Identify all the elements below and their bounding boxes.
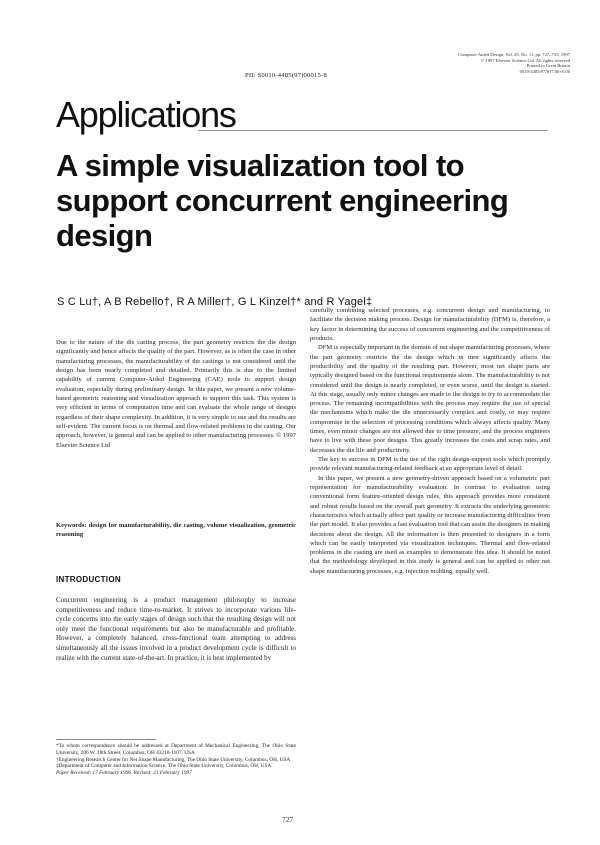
keywords: Keywords: design for manufacturability, die casting, volume visualization, geometric reasoning [56, 522, 296, 539]
footnote-affiliation-erc: †Engineering Research Center for Net Shape Manufacturing, The Ohio State University, Columbus, OH, USA [56, 756, 291, 763]
footnote-affiliation-cis: ‡Department of Computer and Information Science, The Ohio State University, Columbus, OH, USA [56, 763, 272, 770]
footnote-rule [56, 739, 156, 740]
journal-info [380, 52, 570, 74]
body-paragraph: carefully combining selected processes, e.g. concurrent design and manufacturing, to facilitate the decision making process. Design for manufacturability (DFM) is, therefore, a key factor in determining the success of concurrent engineering and the competitiveness of products. [310, 307, 550, 342]
right-column-body [310, 306, 550, 576]
body-paragraph: In this paper, we present a new geometry-driven approach based on a volumetric part representation for manufacturability evaluation. In contrast to evaluation using conventional form feature-oriented design rules, this approach provides more consistent and robust results based on the overall part geometry. It extracts the underlying geometric characteristics which actually affect part quality or increase manufacturing difficulties from the part model. It also provides a fast evaluation tool that can assist the designers in making decisions about die design. All the information is then presented to designers in a form which can be easily interpreted via visualization techniques. Thermal and flow-related problems in die casting are used as examples to demonstrate this idea. It should be noted that the methodology developed in this study is general and can be applied to other net shape manufacturing processes, e.g. injection molding, equally well. [310, 474, 550, 575]
footnotes [56, 743, 296, 777]
abstract: Due to the nature of the die casting process, the part geometry restricts the die design significantly and hence affects the quality of the part. However, as is often the case in other manufacturing processes, the manufacturability of the castings is not considered until the design has been nearly completed and detailed. Primarily this is due to the limited capability of current Computer-Aided Engineering (CAE) tools to support design evaluation, especially during preliminary design. In this paper, we present a new volume-based geometric reasoning and visualization approach to support this task. This system is very efficient in terms of computation time and can evaluate the whole range of designs regardless of their shape complexity. In addition, it is very simple to use and the results are self-evident. The current focus is on thermal and flow-related problems in die casting. Our approach, however, is general and can be applied to other manufacturing processes. © 1997 Elsevier Science Ltd [56, 339, 296, 449]
author-list: S C Lu†, A B Rebello†, R A Miller†, G L Kinzel†* and R Yagel‡ [57, 296, 373, 308]
body-paragraph: DFM is especially important in the domain of net shape manufacturing processes, where the part geometry restricts the die design which in turn significantly affects the producibility and the quality of the resulting part. However, most net shape parts are typically designed based on the functional requirements alone. The manufacturability is not considered until the design is nearly completed, or even worse, until the design is started. At this stage, usually only minor changes are made to the design to try to accommodate the process. The remaining incompatibilities with the process may require the use of special die mechanisms which make the die unnecessarily complex and costly, or may require compromise in the selection of processing conditions which always affects quality. Many times, even minor changes are not allowed due to time pressure, and the process engineers have to live with these poor designs. This greatly increases the costs and scrap rates, and decreases the die life and productivity. [310, 344, 550, 454]
section-kicker: Applications [56, 94, 236, 135]
received-dates: Paper Received: 17 February 1996. Revised: 21 February 1997 [56, 770, 192, 776]
footnote-corresponding: *To whom correspondence should be addressed at Department of Mechanical Engineering, The Ohio State University, 206 W. 18th Street, Columbus, OH 43210-1107, USA [56, 743, 296, 756]
pii-identifier: PII: S0010-4485(97)00015-8 [245, 72, 327, 79]
kicker-rule [198, 130, 548, 131]
body-paragraph: The key to success in DFM is the use of the right design-support tools which promptly provide relevant manufacturing-related feedback at an appropriate level of detail. [310, 456, 550, 473]
introduction-heading: INTRODUCTION [56, 575, 121, 584]
paper-title: A simple visualization tool to support concurrent engineering design [56, 148, 509, 253]
journal-line: 0010-4485/97/$17.00+0.00 [519, 68, 570, 74]
journal-line: Computer-Aided Design, Vol. 29, No. 11, pp. 727–735, 1997 [458, 52, 570, 57]
page-number: 727 [282, 815, 294, 824]
journal-line: Printed in Great Britain [526, 63, 570, 69]
journal-line: © 1997 Elsevier Science Ltd. All rights reserved [480, 57, 570, 63]
introduction-paragraph: Concurrent engineering is a product management philosophy to increase competitiveness and reduce time-to-market. It strives to incorporate various life-cycle concerns into the early stages of design such that the resulting design will not only meet the functional requirements but also be manufacturable and profitable. However, a completely balanced, cross-functional team attempting to address simultaneously all the issues involved in a product development cycle is difficult to realize with the current state-of-the-art. In practice, it is best implemented by [56, 596, 296, 662]
